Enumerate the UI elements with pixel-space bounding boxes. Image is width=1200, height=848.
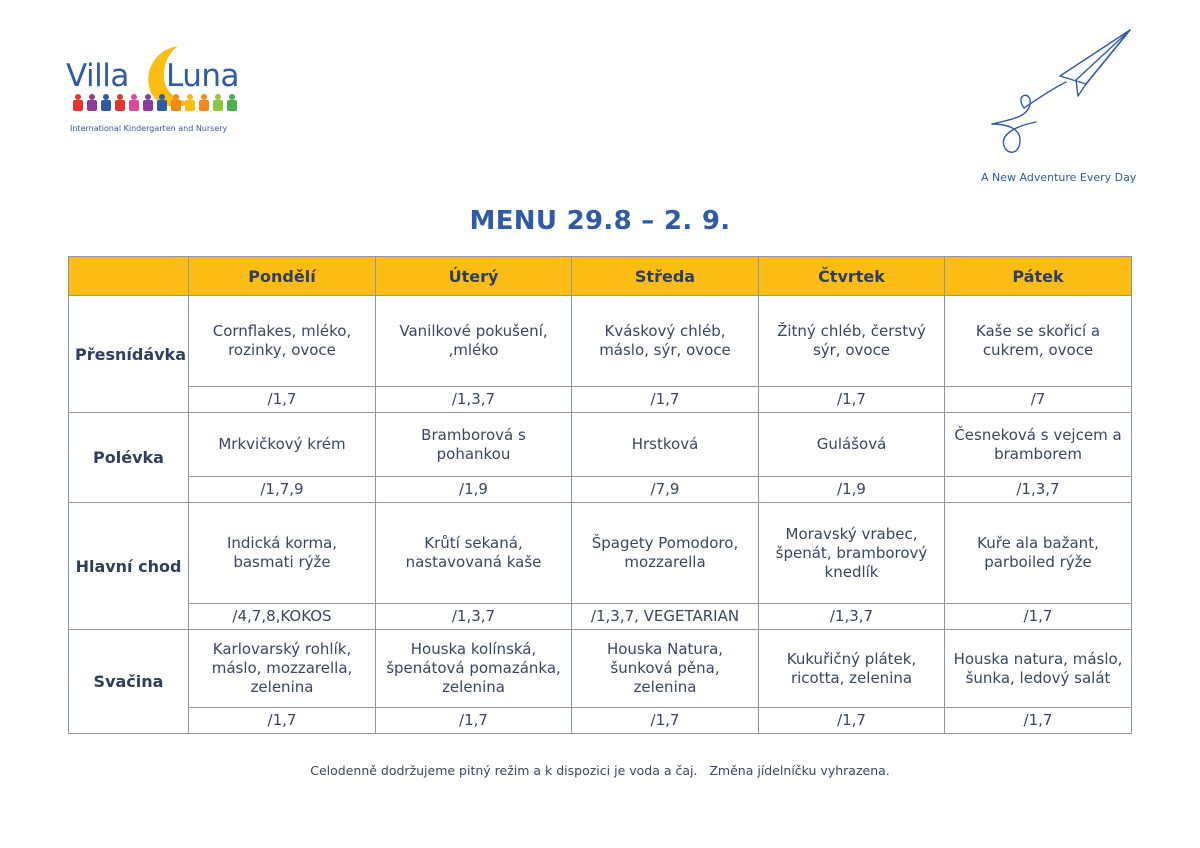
meal-cell: Kaše se skořicí a cukrem, ovoce: [945, 296, 1132, 387]
meal-cell: Houska Natura, šunková pěna, zelenina: [572, 630, 759, 708]
allergen-cell: /1,3,7: [759, 604, 945, 630]
day-header-tuesday: Úterý: [376, 257, 572, 296]
allergen-cell: /1,7: [759, 708, 945, 734]
meal-cell: Hrstková: [572, 413, 759, 477]
allergen-row: [69, 708, 1132, 734]
footer-note: Celodenně dodržujeme pitný režim a k dispozici je voda a čaj. Změna jídelníčku vyhrazena.: [310, 763, 890, 778]
meal-cell: Bramborová s pohankou: [376, 413, 572, 477]
meal-cell: Krůtí sekaná, nastavovaná kaše: [376, 503, 572, 604]
allergen-cell: /1,7: [759, 387, 945, 413]
allergen-cell: /1,7: [945, 708, 1132, 734]
row-label-snack-afternoon: Svačina: [69, 630, 189, 734]
weekly-menu-table: [68, 256, 1132, 734]
meal-cell: Kuře ala bažant, parboiled rýže: [945, 503, 1132, 604]
meal-cell: Česneková s vejcem a bramborem: [945, 413, 1132, 477]
meal-row: [69, 296, 1132, 387]
allergen-cell: /1,7: [376, 708, 572, 734]
meal-cell: Houska natura, máslo, šunka, ledový salát: [945, 630, 1132, 708]
meal-cell: Karlovarský rohlík, máslo, mozzarella, zelenina: [189, 630, 376, 708]
allergen-row: [69, 604, 1132, 630]
row-label-snack-morning: Přesnídávka: [69, 296, 189, 413]
menu-title: MENU 29.8 – 2. 9.: [469, 206, 731, 236]
meal-row: [69, 503, 1132, 604]
meal-cell: Špagety Pomodoro, mozzarella: [572, 503, 759, 604]
allergen-cell: /1,3,7, VEGETARIAN: [572, 604, 759, 630]
slogan-text: A New Adventure Every Day: [981, 171, 1137, 184]
allergen-cell: /1,7: [189, 387, 376, 413]
paper-plane-icon: [980, 28, 1140, 160]
allergen-row: [69, 387, 1132, 413]
meal-row: [69, 630, 1132, 708]
allergen-cell: /7: [945, 387, 1132, 413]
header-corner-cell: [69, 257, 189, 296]
allergen-cell: /1,7,9: [189, 477, 376, 503]
allergen-cell: /1,3,7: [945, 477, 1132, 503]
day-header-friday: Pátek: [945, 257, 1132, 296]
logo-word-luna: Luna: [166, 58, 240, 94]
allergen-row: [69, 477, 1132, 503]
meal-cell: Kukuřičný plátek, ricotta, zelenina: [759, 630, 945, 708]
meal-cell: Houska kolínská, špenátová pomazánka, zelenina: [376, 630, 572, 708]
row-label-main-course: Hlavní chod: [69, 503, 189, 630]
meal-cell: Gulášová: [759, 413, 945, 477]
allergen-cell: /1,9: [759, 477, 945, 503]
allergen-cell: /1,9: [376, 477, 572, 503]
allergen-cell: /1,3,7: [376, 387, 572, 413]
table-header-row: [69, 257, 1132, 296]
allergen-cell: /4,7,8,KOKOS: [189, 604, 376, 630]
meal-cell: Kváskový chléb, máslo, sýr, ovoce: [572, 296, 759, 387]
logo-tagline: International Kindergarten and Nursery: [70, 124, 228, 133]
day-header-thursday: Čtvrtek: [759, 257, 945, 296]
meal-cell: Vanilkové pokušení, ,mléko: [376, 296, 572, 387]
meal-cell: Indická korma, basmati rýže: [189, 503, 376, 604]
children-row-icon: [70, 94, 238, 112]
row-label-soup: Polévka: [69, 413, 189, 503]
villa-luna-logo: [66, 44, 256, 140]
meal-cell: Mrkvičkový krém: [189, 413, 376, 477]
meal-cell: Žitný chléb, čerstvý sýr, ovoce: [759, 296, 945, 387]
meal-cell: Moravský vrabec, špenát, bramborový knedlík: [759, 503, 945, 604]
meal-cell: Cornflakes, mléko, rozinky, ovoce: [189, 296, 376, 387]
allergen-cell: /1,7: [189, 708, 376, 734]
allergen-cell: /1,7: [572, 708, 759, 734]
allergen-cell: /7,9: [572, 477, 759, 503]
allergen-cell: /1,3,7: [376, 604, 572, 630]
allergen-cell: /1,7: [945, 604, 1132, 630]
allergen-cell: /1,7: [572, 387, 759, 413]
day-header-wednesday: Středa: [572, 257, 759, 296]
meal-row: [69, 413, 1132, 477]
logo-word-villa: Villa: [66, 58, 129, 94]
day-header-monday: Pondělí: [189, 257, 376, 296]
